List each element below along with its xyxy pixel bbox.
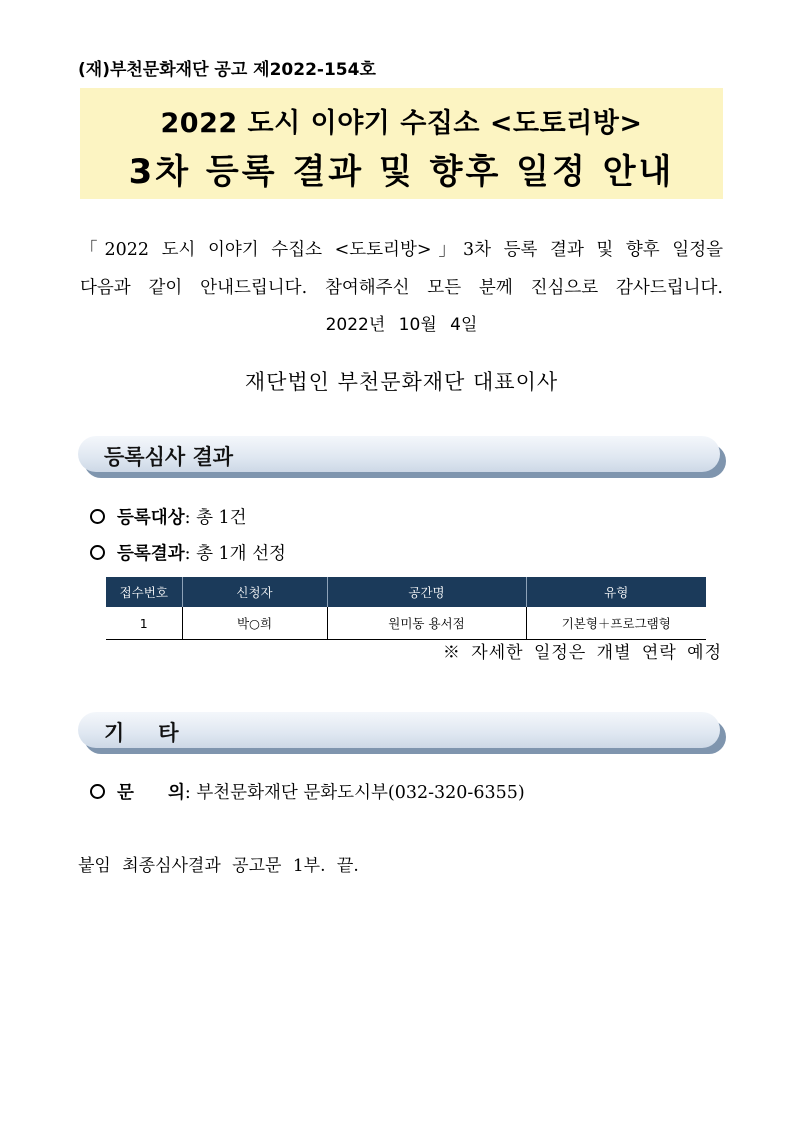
bullet-label: 등록대상	[117, 508, 185, 528]
intro-line-1: 「2022 도시 이야기 수집소 <도토리방>」3차 등록 결과 및 향후 일정을	[80, 240, 723, 260]
bullet-circle-icon	[90, 784, 105, 799]
bullet-inquiry	[90, 779, 525, 804]
inquiry-label: 문 의	[117, 783, 185, 803]
cell-space-name: 원미동 용서점	[327, 607, 526, 640]
section-heading-etc	[78, 712, 726, 756]
section-heading-label: 기타	[104, 721, 213, 745]
cell-receipt-no: 1	[106, 607, 182, 640]
notice-date: 2022년 10월 4일	[325, 315, 478, 335]
title-line-2: 3차 등록 결과 및 향후 일정 안내	[128, 152, 675, 192]
bullet-value: : 총 1건	[184, 508, 247, 528]
bullet-value: : 총 1개 선정	[184, 544, 286, 564]
table-header-row	[106, 577, 706, 607]
bullet-label: 등록결과	[117, 544, 185, 564]
intro-line-2: 다음과 같이 안내드립니다. 참여해주신 모든 분께 진심으로 감사드립니다.	[80, 278, 723, 298]
header-type: 유형	[526, 577, 706, 607]
cell-applicant: 박○희	[182, 607, 327, 640]
header-space-name: 공간명	[327, 577, 526, 607]
attachment-line: 붙임 최종심사결과 공고문 1부. 끝.	[78, 856, 359, 876]
section-heading-label: 등록심사 결과	[104, 445, 234, 469]
signature: 재단법인 부천문화재단 대표이사	[244, 370, 559, 394]
table-row	[106, 607, 706, 640]
bullet-registration-result	[90, 540, 286, 565]
result-table	[106, 577, 706, 640]
title-box	[80, 88, 723, 199]
section-heading-result	[78, 436, 726, 480]
bullet-circle-icon	[90, 545, 105, 560]
bullet-circle-icon	[90, 509, 105, 524]
notice-number: (재)부천문화재단 공고 제2022-154호	[78, 60, 376, 80]
header-applicant: 신청자	[182, 577, 327, 607]
table-note: ※ 자세한 일정은 개별 연락 예정	[442, 643, 722, 663]
title-line-1: 2022 도시 이야기 수집소 <도토리방>	[160, 108, 643, 139]
bullet-registration-target	[90, 504, 247, 529]
cell-type: 기본형＋프로그램형	[526, 607, 706, 640]
inquiry-value: : 부천문화재단 문화도시부(032-320-6355)	[184, 783, 525, 803]
header-receipt-no: 접수번호	[106, 577, 182, 607]
